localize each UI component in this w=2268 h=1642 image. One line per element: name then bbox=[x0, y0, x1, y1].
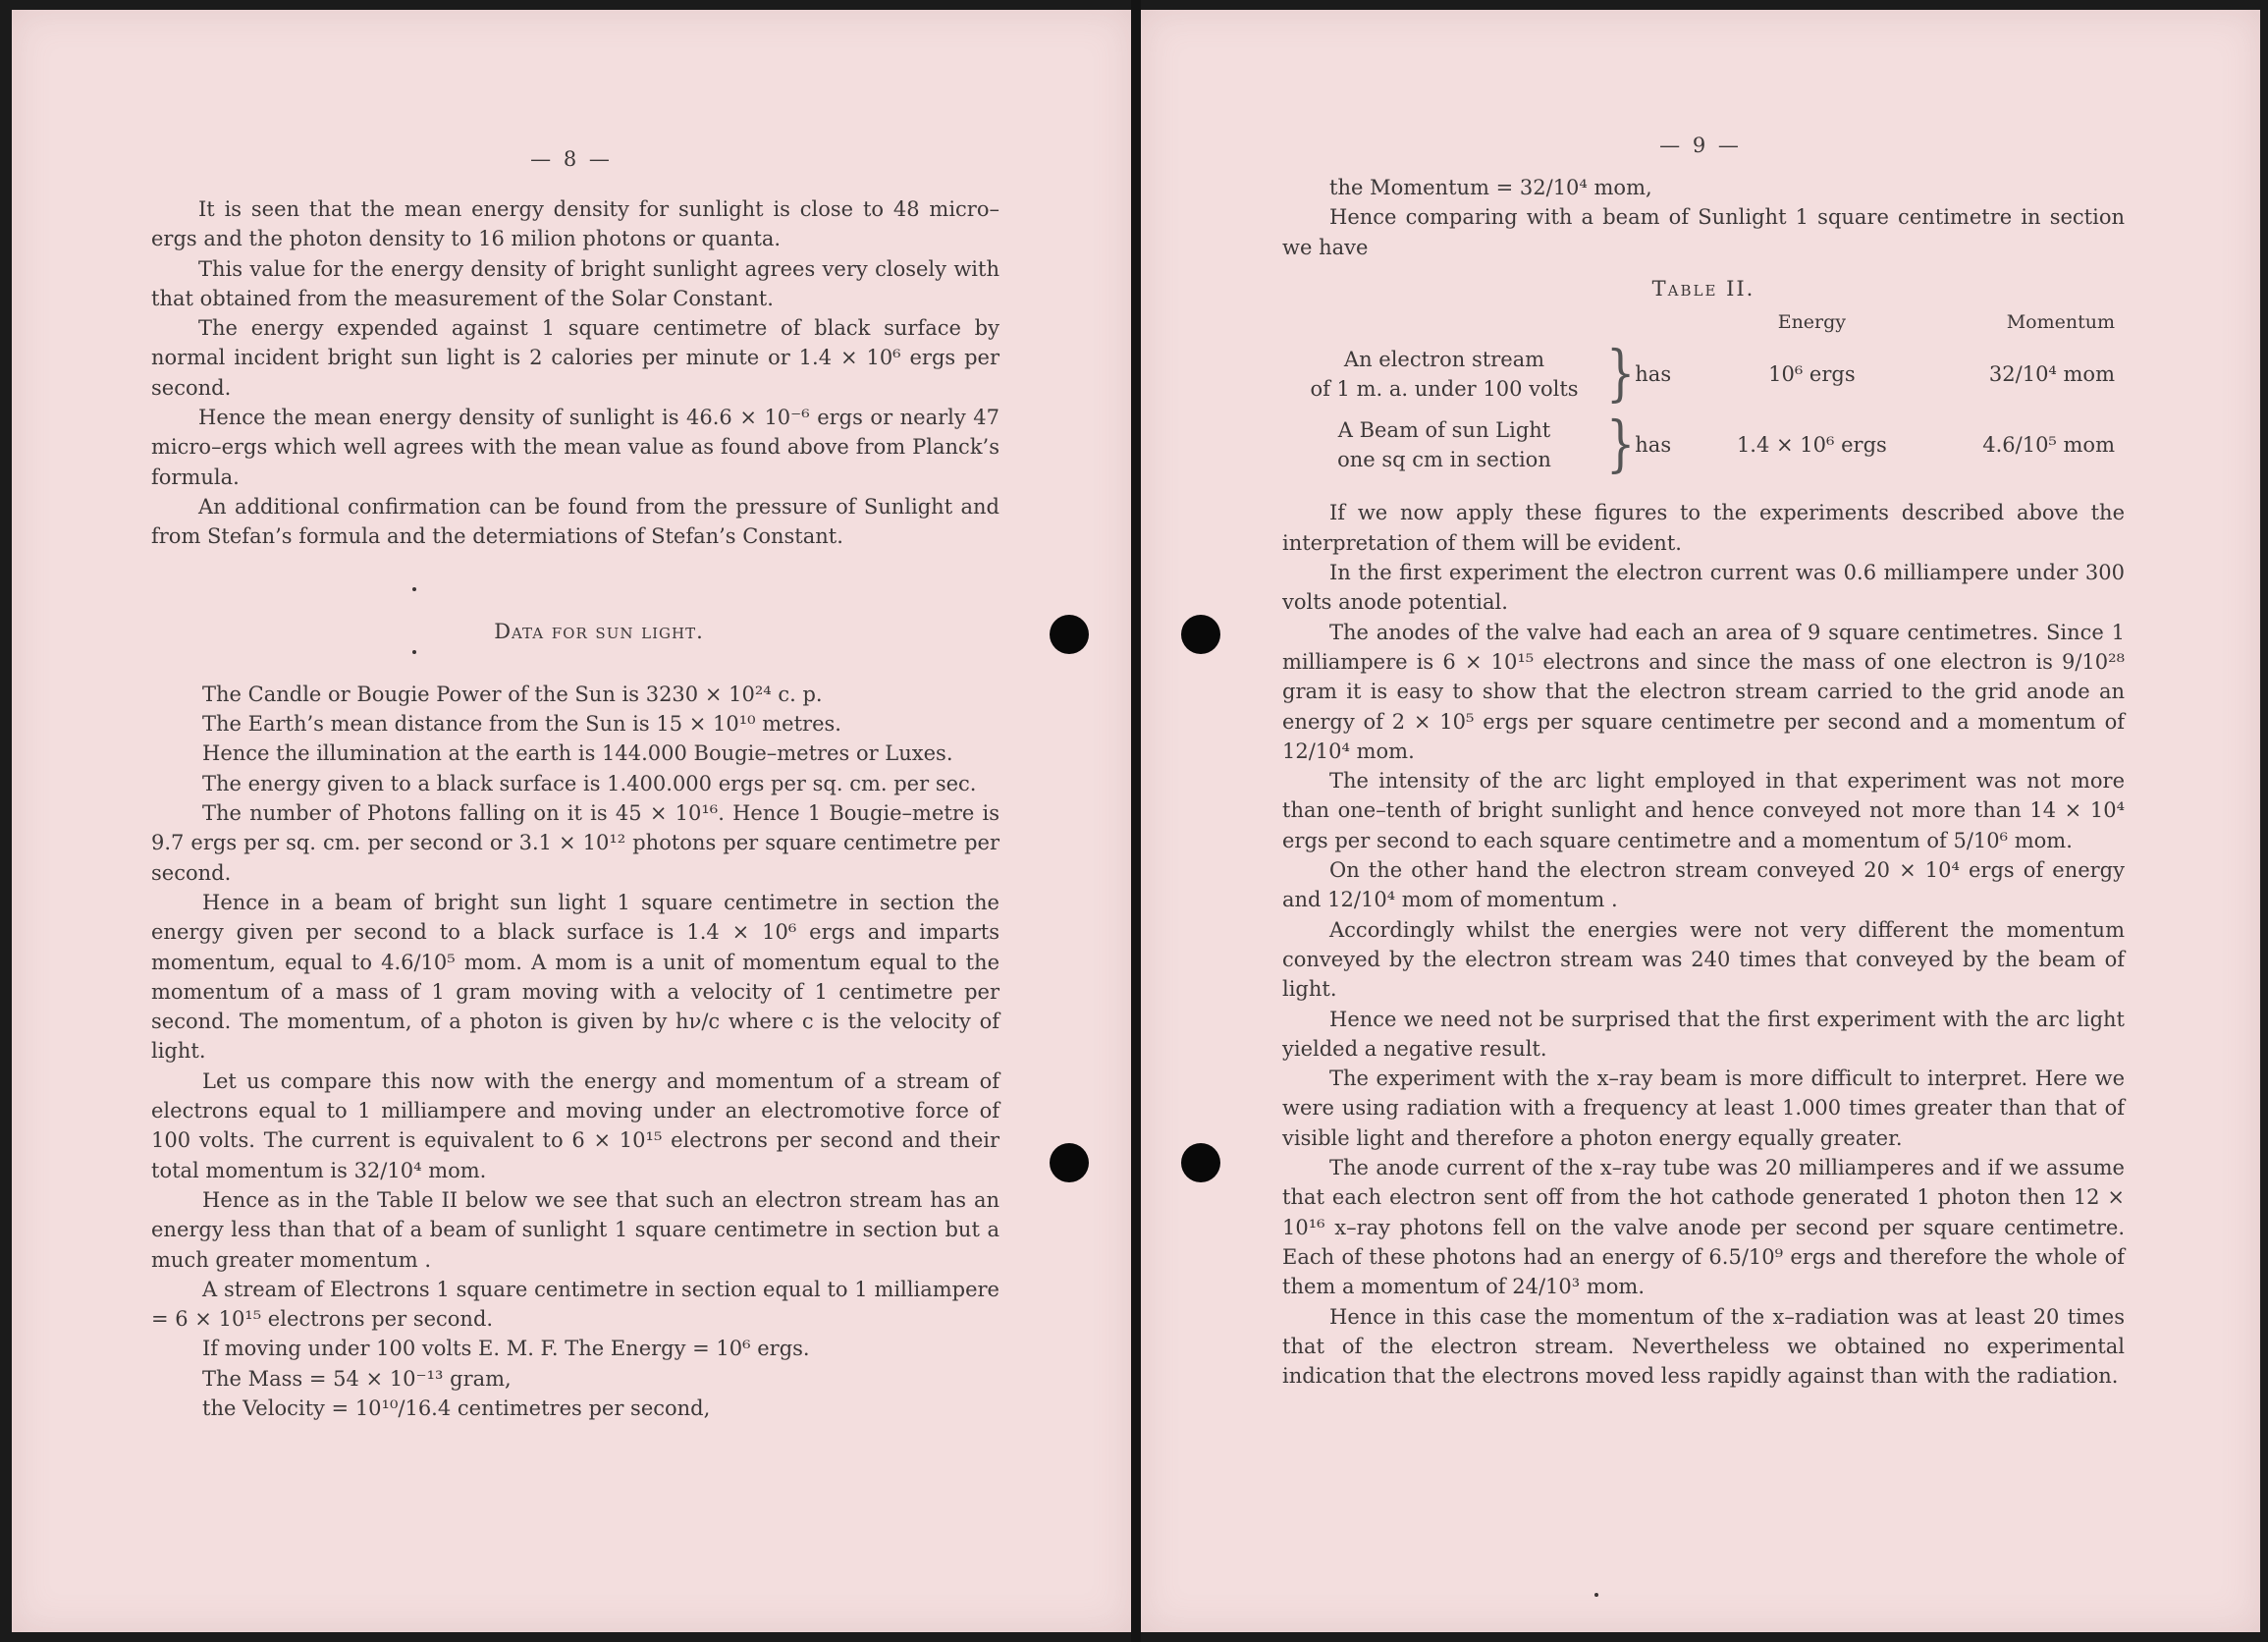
column-header: Momentum bbox=[2006, 311, 2115, 334]
paragraph: In the first experiment the electron current was 0.6 milliampere under 300 volts anode potential. bbox=[1282, 561, 2125, 615]
page-number: — 9 — bbox=[1659, 134, 1742, 157]
page-number: — 8 — bbox=[530, 147, 613, 171]
paper-speck bbox=[1594, 1593, 1598, 1597]
table-row bbox=[1282, 413, 2125, 484]
paragraph: The number of Photons falling on it is 45 × 10¹⁶. Hence 1 Bougie–metre is 9.7 ergs per sq. cm. per second or 3.1 × 10¹² photons per square centimetre per second. bbox=[151, 801, 999, 885]
left-page-body bbox=[151, 194, 999, 1423]
row-label-line: An electron stream bbox=[1343, 348, 1545, 372]
paragraph: The anodes of the valve had each an area of 9 square centimetres. Since 1 milliampere is 6 × 10¹⁵ electrons and since the mass of one electron is 9/10²⁸ gram it is easy to show that the electron stream carried to the grid anode an energy of 2 × 10⁵ ergs per square centimetre per second and a momentum of 12/10⁴ mom. bbox=[1282, 620, 2125, 763]
row-label bbox=[1282, 343, 1606, 413]
table-header-row bbox=[1282, 307, 2125, 343]
paragraph: An additional confirmation can be found from the pressure of Sunlight and from Stefan’s formula and the determiations of Stefan’s Constant. bbox=[151, 494, 999, 549]
paragraph: The anode current of the x–ray tube was 20 milliamperes and if we assume that each electron sent off from the hot cathode generated 1 photon then 12 × 10¹⁶ x–ray photons fell on the valve anode per second per square centimetre. Each of these photons had an energy of 6.5/10⁹ ergs and therefore the whole of them a momentum of 24/10³ mom. bbox=[1282, 1156, 2125, 1299]
paragraph: The Earth’s mean distance from the Sun is 15 × 10¹⁰ metres. bbox=[202, 712, 841, 737]
paragraph: This value for the energy density of bright sunlight agrees very closely with that obtained from the measurement of the Solar Constant. bbox=[151, 256, 999, 310]
paragraph: On the other hand the electron stream conveyed 20 × 10⁴ ergs of energy and 12/10⁴ mom of momentum . bbox=[1282, 858, 2125, 912]
paragraph: Hence in a beam of bright sun light 1 square centimetre in section the energy given per second to a black surface is 1.4 × 10⁶ ergs and imparts momentum, equal to 4.6/10⁵ mom. A mom is a unit of momentum equal to the momentum of a mass of 1 gram moving with a velocity of 1 centimetre per second. The momentum, of a photon is given by hν/c where c is the velocity of light. bbox=[151, 890, 999, 1064]
punch-hole bbox=[1181, 615, 1220, 654]
paragraph: If we now apply these figures to the experiments described above the interpretation of them will be evident. bbox=[1282, 501, 2125, 555]
column-header: Energy bbox=[1777, 311, 1847, 334]
brace: } bbox=[1606, 408, 1636, 480]
table-cell-energy: 10⁶ ergs bbox=[1768, 362, 1856, 387]
paper-speck bbox=[412, 587, 416, 591]
paragraph: the Momentum = 32/10⁴ mom, bbox=[1329, 176, 1652, 199]
row-label-line: A Beam of sun Light bbox=[1337, 418, 1551, 443]
paragraph: The intensity of the arc light employed in that experiment was not more than one–tenth of bright sunlight and hence conveyed not more than 14 × 10⁴ ergs per second to each square centimetre and a momentum of 5/10⁶ mom. bbox=[1282, 769, 2125, 852]
paragraph: Hence the illumination at the earth is 144.000 Bougie–metres or Luxes. bbox=[202, 741, 953, 766]
row-label-line: of 1 m. a. under 100 volts bbox=[1310, 377, 1579, 402]
paragraph: Hence in this case the momentum of the x–radiation was at least 20 times that of the electron stream. Nevertheless we obtained no experimental indication that the electrons moved less rapidly against than with the radiation. bbox=[1282, 1304, 2125, 1389]
table-cell-momentum: 4.6/10⁵ mom bbox=[1982, 433, 2115, 458]
paragraph: A stream of Electrons 1 square centimetre in section equal to 1 milliampere = 6 × 10¹⁵ electrons per second. bbox=[151, 1277, 999, 1332]
punch-hole bbox=[1050, 1143, 1089, 1182]
paragraph: Hence as in the Table II below we see that such an electron stream has an energy less than that of a beam of sunlight 1 square centimetre in section but a much greater momentum . bbox=[151, 1187, 999, 1272]
right-page-body bbox=[1282, 173, 2125, 1391]
formula-line: the Velocity = 10¹⁰/16.4 centimetres per second, bbox=[202, 1396, 711, 1420]
paragraph: Hence comparing with a beam of Sunlight 1 square centimetre in section we have bbox=[1282, 205, 2125, 259]
book-gutter bbox=[1131, 0, 1141, 1642]
paragraph: Accordingly whilst the energies were not very different the momentum conveyed by the electron stream was 240 times that conveyed by the beam of light. bbox=[1282, 917, 2125, 1002]
paragraph: Hence the mean energy density of sunlight is 46.6 × 10⁻⁶ ergs or nearly 47 micro–ergs which well agrees with the mean value as found above from Planck’s formula. bbox=[151, 406, 999, 489]
left-page bbox=[12, 10, 1131, 1632]
right-page bbox=[1141, 10, 2260, 1632]
paragraph: The energy expended against 1 square centimetre of black surface by normal incident bright sun light is 2 calories per minute or 1.4 × 10⁶ ergs per second. bbox=[151, 316, 999, 400]
table-cell-momentum: 32/10⁴ mom bbox=[1988, 362, 2115, 387]
paragraph: The experiment with the x–ray beam is more difficult to interpret. Here we were using radiation with a frequency at least 1.000 times greater than that of visible light and therefore a photon energy equally greater. bbox=[1282, 1067, 2125, 1150]
brace: } bbox=[1606, 337, 1636, 410]
formula-line: If moving under 100 volts E. M. F. The Energy = 10⁶ ergs. bbox=[202, 1337, 810, 1361]
paragraph: Let us compare this now with the energy and momentum of a stream of electrons equal to 1 milliampere and moving under an electromotive force of 100 volts. The current is equivalent to 6 × 10¹⁵ electrons per second and their total momentum is 32/10⁴ mom. bbox=[151, 1068, 999, 1182]
punch-hole bbox=[1181, 1143, 1220, 1182]
row-label bbox=[1282, 413, 1606, 484]
paragraph: Hence we need not be surprised that the first experiment with the arc light yielded a negative result. bbox=[1282, 1007, 2125, 1061]
punch-hole bbox=[1050, 615, 1089, 654]
formula-line: The Mass = 54 × 10⁻¹³ gram, bbox=[202, 1366, 512, 1391]
paragraph: The Candle or Bougie Power of the Sun is 3230 × 10²⁴ c. p. bbox=[202, 682, 823, 706]
paper-speck bbox=[412, 650, 416, 654]
row-label-line: one sq cm in section bbox=[1337, 448, 1551, 472]
table-cell: has bbox=[1635, 362, 1672, 387]
paragraph: It is seen that the mean energy density for sunlight is close to 48 micro–ergs and the photon density to 16 milion photons or quanta. bbox=[151, 197, 999, 251]
table-cell: has bbox=[1635, 433, 1672, 458]
paragraph: The energy given to a black surface is 1.400.000 ergs per sq. cm. per sec. bbox=[202, 771, 977, 795]
table-caption: Table II. bbox=[1651, 276, 1755, 301]
table-cell-energy: 1.4 × 10⁶ ergs bbox=[1736, 433, 1887, 458]
table-row bbox=[1282, 343, 2125, 413]
data-table bbox=[1282, 307, 2125, 484]
section-heading: Data for sun light. bbox=[494, 619, 704, 643]
